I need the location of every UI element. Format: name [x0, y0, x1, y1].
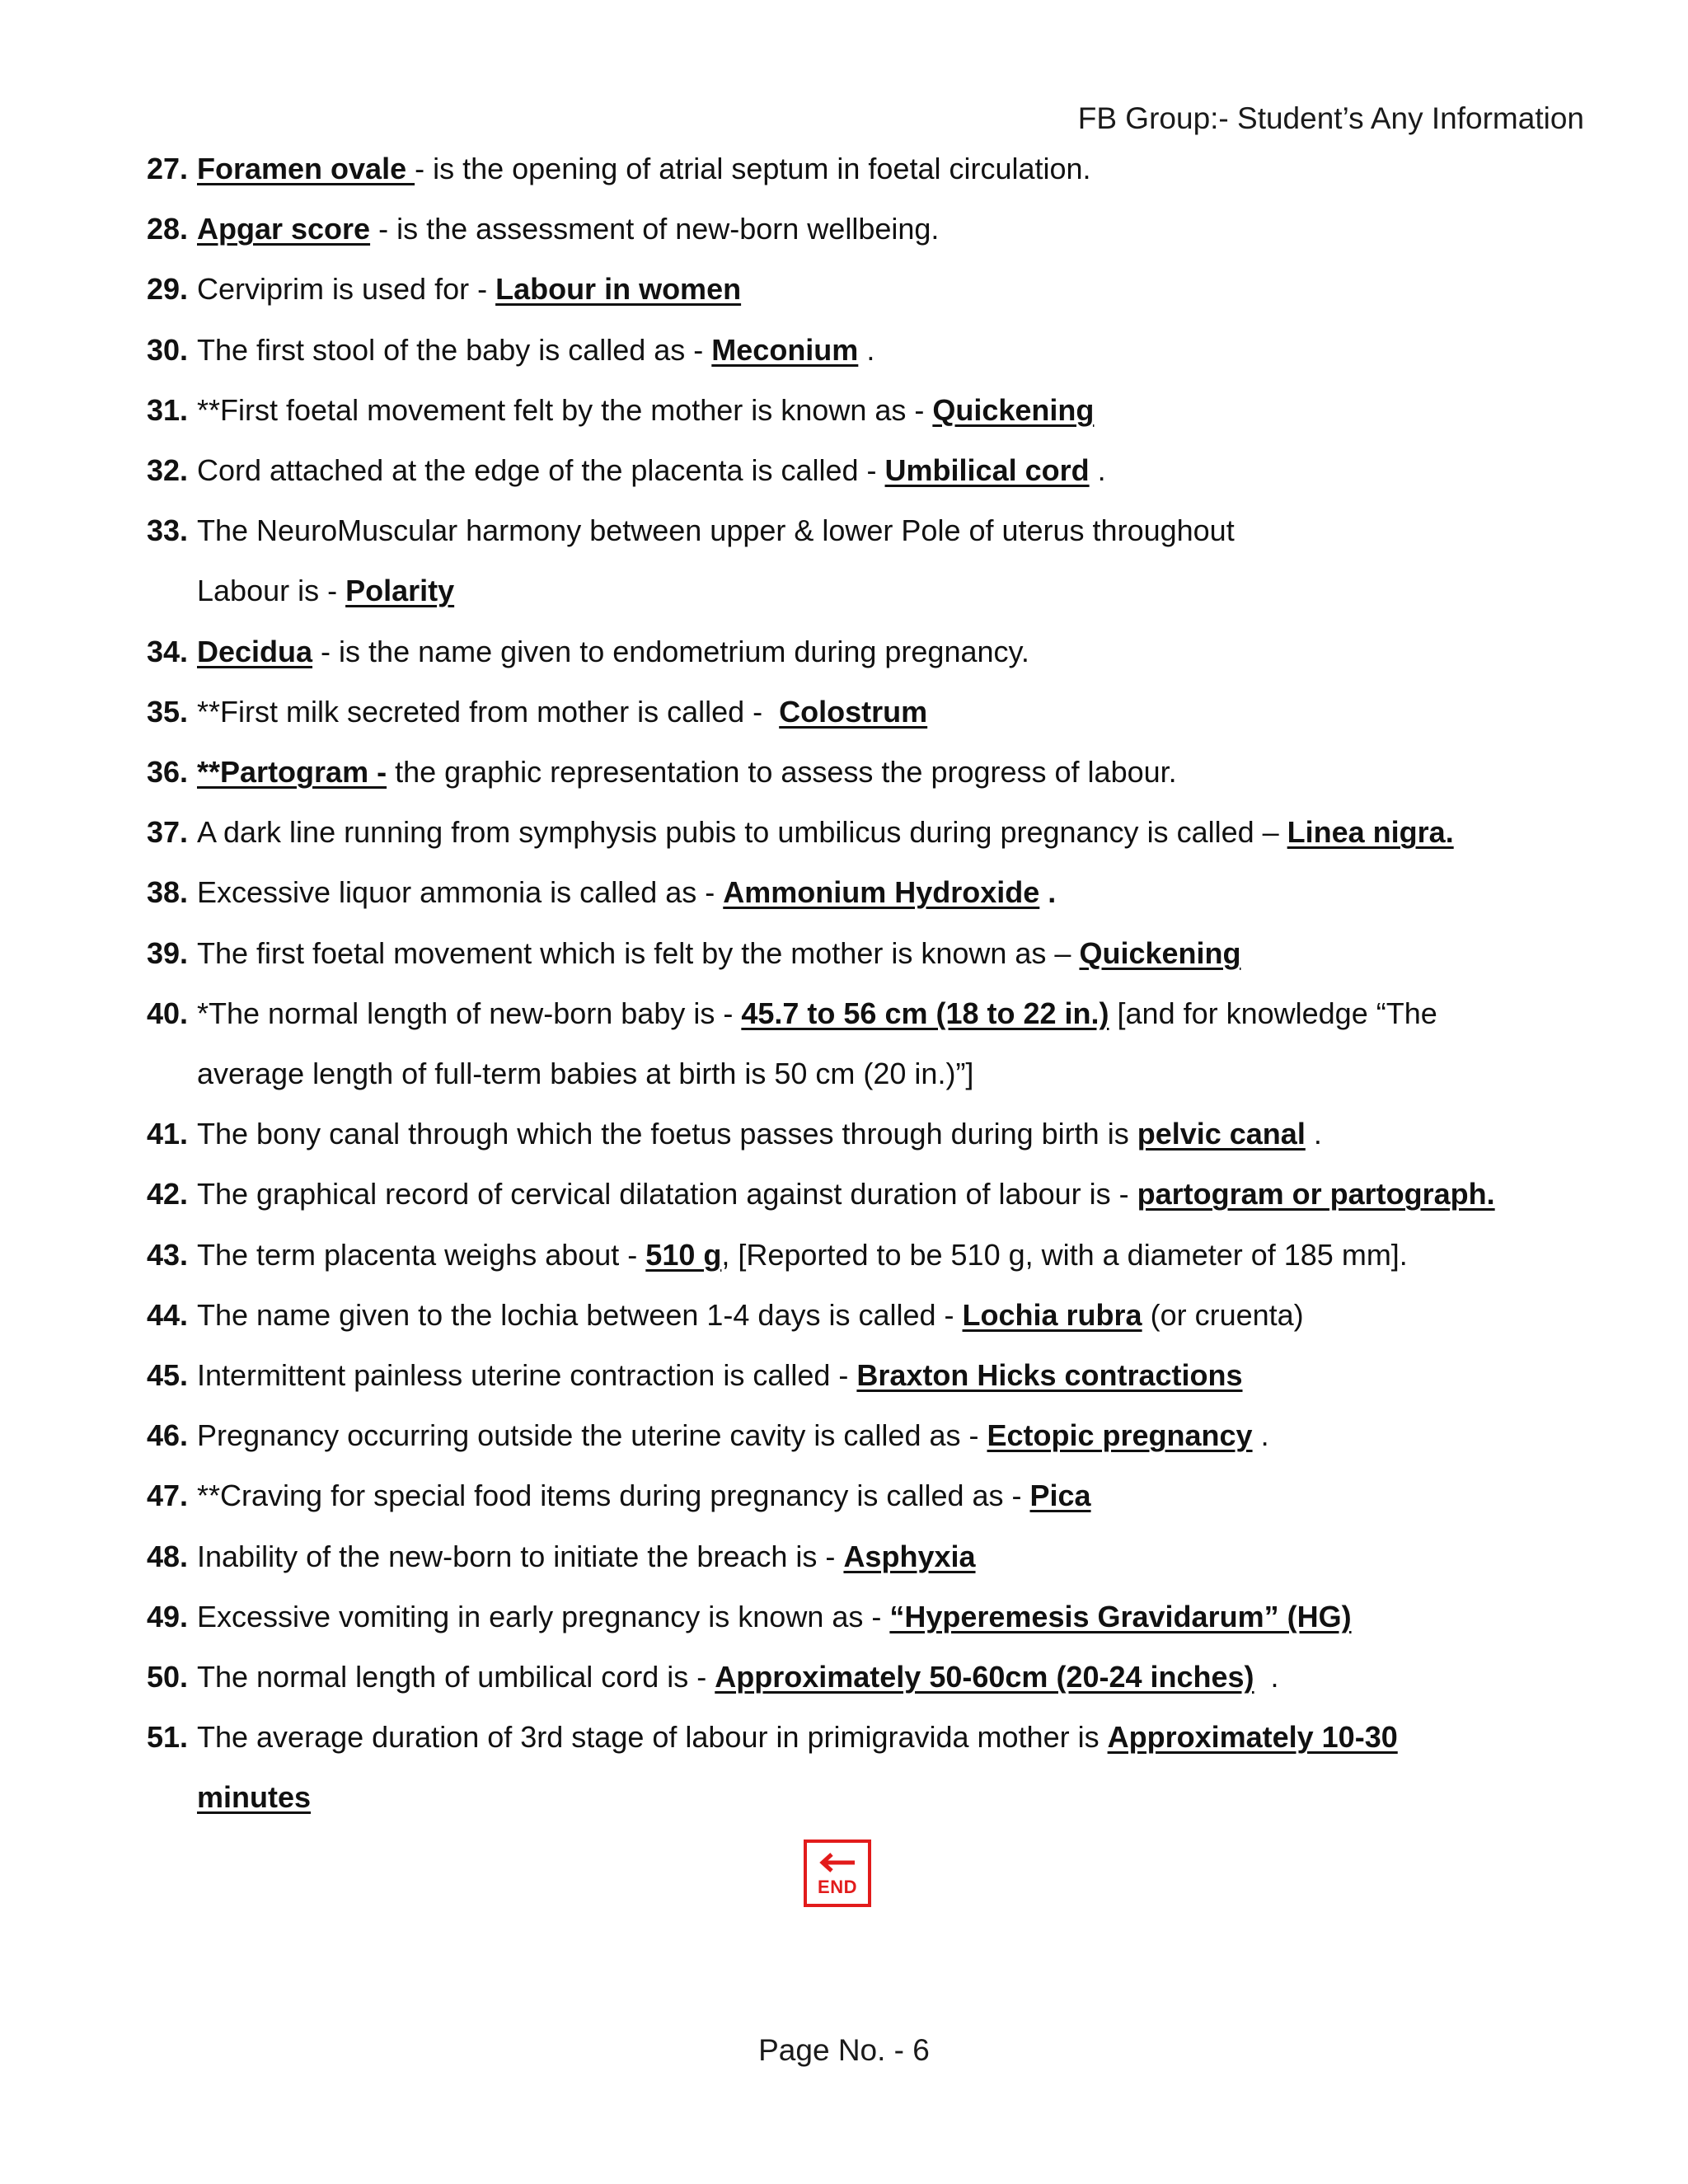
item-text: The normal length of umbilical cord is - [197, 1660, 715, 1694]
item-text: A dark line running from symphysis pubis to umbilicus during pregnancy is called – [197, 815, 1287, 850]
item-text: . [1305, 1117, 1322, 1151]
list-item [147, 259, 1597, 319]
item-number: 31. [147, 392, 189, 427]
answer-text: minutes [197, 1780, 312, 1815]
item-number: 35. [147, 694, 189, 729]
item-number: 28. [147, 212, 189, 246]
item-text: Cord attached at the edge of the placenta is called - [197, 453, 885, 488]
item-text: average length of full-term babies at birth is 50 cm (20 in.)”] [197, 1057, 974, 1091]
item-number: 36. [147, 755, 189, 790]
item-text: . [1252, 1418, 1269, 1453]
end-back-button[interactable] [804, 1840, 871, 1907]
list-item [147, 983, 1597, 1104]
item-text: Excessive liquor ammonia is called as - [197, 875, 724, 910]
question-answer-list [147, 138, 1597, 1828]
item-number: 30. [147, 332, 189, 367]
item-text: The first stool of the baby is called as - [197, 332, 712, 367]
item-text: The first foetal movement which is felt by the mother is known as – [197, 935, 1080, 970]
list-item [147, 1647, 1597, 1707]
item-text: [and for knowledge “The [1109, 996, 1437, 1030]
answer-text: Quickening [1079, 935, 1241, 970]
list-item [147, 1104, 1597, 1164]
item-text: Cerviprim is used for - [197, 272, 496, 307]
item-text: the graphic representation to assess the progress of labour. [387, 755, 1177, 790]
item-number: 34. [147, 634, 189, 668]
item-text: . [1254, 1660, 1279, 1694]
item-text: The average duration of 3rd stage of labour in primigravida mother is [197, 1720, 1108, 1755]
list-item [147, 1285, 1597, 1345]
answer-text: Ammonium Hydroxide [723, 875, 1040, 910]
item-number: 49. [147, 1599, 189, 1633]
list-item [147, 199, 1597, 259]
item-text: Pregnancy occurring outside the uterine cavity is called as - [197, 1418, 987, 1453]
item-number: 38. [147, 875, 189, 910]
item-text: Labour is - [197, 574, 346, 608]
answer-text: Foramen ovale [197, 152, 415, 185]
item-text: (or cruenta) [1142, 1297, 1304, 1332]
list-item [147, 1345, 1597, 1405]
item-text: **First foetal movement felt by the mother is known as - [197, 392, 933, 427]
answer-text: 510 g [645, 1237, 722, 1272]
back-arrow-icon [818, 1853, 856, 1872]
item-number: 47. [147, 1479, 189, 1513]
answer-text: Decidua [197, 634, 313, 668]
answer-text: Labour in women [495, 272, 742, 307]
answer-text: Meconium [711, 332, 859, 367]
item-number: 33. [147, 513, 189, 548]
item-number: 40. [147, 996, 189, 1030]
list-item [147, 1164, 1597, 1224]
item-text: - is the opening of atrial septum in foetal circulation. [415, 152, 1091, 185]
header-group-name: FB Group:- Student’s Any Information [1077, 101, 1584, 135]
answer-text: Umbilical cord [884, 453, 1090, 488]
list-item [147, 1586, 1597, 1647]
item-text: The term placenta weighs about - [197, 1237, 646, 1272]
list-item [147, 621, 1597, 682]
end-label: END [818, 1877, 857, 1897]
item-text: **First milk secreted from mother is called - [197, 694, 780, 729]
item-number: 41. [147, 1117, 189, 1151]
answer-text: 45.7 to 56 cm (18 to 22 in.) [741, 996, 1109, 1030]
list-item [147, 862, 1597, 922]
item-text: Intermittent painless uterine contraction is called - [197, 1358, 857, 1393]
item-text: The NeuroMuscular harmony between upper & lower Pole of uterus throughout [197, 513, 1235, 548]
list-item [147, 1405, 1597, 1465]
list-item [147, 440, 1597, 500]
item-number: 37. [147, 815, 189, 850]
answer-text: Linea nigra. [1287, 815, 1454, 850]
answer-text: partogram or partograph. [1137, 1177, 1495, 1212]
item-number: 27. [147, 152, 189, 185]
answer-text: Approximately 50-60cm (20-24 inches) [715, 1660, 1254, 1694]
answer-text: Approximately 10-30 [1107, 1720, 1398, 1755]
item-number: 46. [147, 1418, 189, 1453]
item-text: The name given to the lochia between 1-4 days is called - [197, 1297, 963, 1332]
item-text: Inability of the new-born to initiate the breach is - [197, 1539, 844, 1573]
list-item [147, 138, 1597, 199]
list-item [147, 1707, 1597, 1827]
answer-text: “Hyperemesis Gravidarum” (HG) [889, 1599, 1352, 1633]
item-text: *The normal length of new-born baby is - [197, 996, 742, 1030]
answer-text: Polarity [345, 574, 455, 608]
item-number: 45. [147, 1358, 189, 1393]
item-text: Excessive vomiting in early pregnancy is known as - [197, 1599, 890, 1633]
list-item [147, 500, 1597, 621]
answer-text: Colostrum [779, 694, 928, 729]
item-number: 50. [147, 1660, 189, 1694]
item-text: The bony canal through which the foetus passes through during birth is [197, 1117, 1137, 1151]
list-item [147, 682, 1597, 742]
item-text: . [1089, 453, 1106, 488]
answer-text: Braxton Hicks contractions [856, 1358, 1243, 1393]
list-item [147, 742, 1597, 802]
item-number: 32. [147, 453, 189, 488]
item-text: The graphical record of cervical dilatation against duration of labour is - [197, 1177, 1137, 1212]
answer-text: Apgar score [197, 212, 371, 246]
answer-text: Lochia rubra [962, 1297, 1142, 1332]
item-text: , [Reported to be 510 g, with a diameter of 185 mm]. [721, 1237, 1408, 1272]
list-item [147, 923, 1597, 983]
answer-text: **Partogram - [197, 755, 387, 790]
item-number: 48. [147, 1539, 189, 1573]
answer-text: Asphyxia [843, 1539, 976, 1573]
list-item [147, 1465, 1597, 1526]
answer-text: Quickening [932, 392, 1095, 427]
answer-text: pelvic canal [1137, 1117, 1306, 1151]
item-number: 39. [147, 935, 189, 970]
item-text: - is the assessment of new-born wellbeing. [370, 212, 940, 246]
item-number: 51. [147, 1720, 189, 1755]
item-number: 43. [147, 1237, 189, 1272]
item-text: **Craving for special food items during pregnancy is called as - [197, 1479, 1030, 1513]
item-number: 44. [147, 1297, 189, 1332]
item-number: 29. [147, 272, 189, 307]
list-item [147, 380, 1597, 440]
item-text: . [858, 332, 875, 367]
list-item [147, 802, 1597, 862]
list-item [147, 1225, 1597, 1285]
answer-text: Ectopic pregnancy [987, 1418, 1253, 1453]
page-number: Page No. - 6 [758, 2033, 930, 2067]
answer-text: Pica [1029, 1479, 1091, 1513]
item-text: . [1039, 875, 1057, 910]
item-text: - is the name given to endometrium during pregnancy. [312, 634, 1029, 668]
list-item [147, 320, 1597, 380]
list-item [147, 1526, 1597, 1586]
item-number: 42. [147, 1177, 189, 1212]
